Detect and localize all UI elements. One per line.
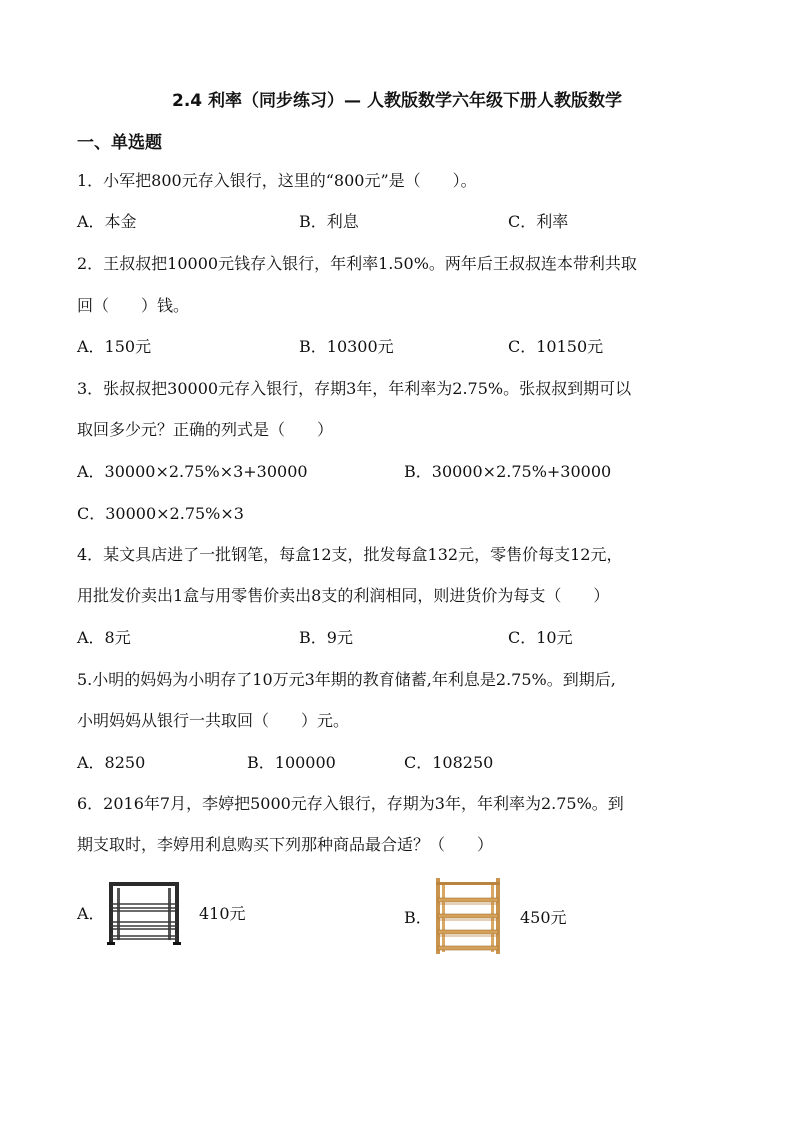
question-4-option-a: A．8元 bbox=[77, 628, 131, 647]
black-metal-shoe-rack-image bbox=[103, 878, 185, 946]
question-5-stem-line1: 5.小明的妈妈为小明存了10万元3年期的教育储蓄,年利息是2.75%。到期后, bbox=[77, 670, 616, 689]
question-5-option-b: B．100000 bbox=[247, 753, 336, 772]
question-2-option-b: B．10300元 bbox=[299, 337, 394, 356]
question-4-option-c: C．10元 bbox=[508, 628, 573, 647]
question-4-stem-line2: 用批发价卖出1盒与用零售价卖出8支的利润相同，则进货价为每支（ ） bbox=[77, 586, 610, 605]
question-6-stem-line1: 6．2016年7月，李婷把5000元存入银行，存期为3年，年利率为2.75%。到 bbox=[77, 794, 624, 813]
question-6-option-b-label: B． bbox=[404, 907, 432, 927]
question-6-option-a-label: A． bbox=[77, 903, 105, 923]
question-6-option-a-price: 410元 bbox=[199, 903, 246, 923]
question-2-option-a: A．150元 bbox=[77, 337, 152, 356]
question-1-option-b: B．利息 bbox=[299, 212, 359, 231]
question-3-stem-line2: 取回多少元？正确的列式是（ ） bbox=[77, 420, 334, 439]
question-2-option-c: C．10150元 bbox=[508, 337, 604, 356]
question-6-option-a bbox=[77, 878, 246, 946]
question-2-stem-line2: 回（ ）钱。 bbox=[77, 296, 190, 315]
question-3-option-b: B．30000×2.75%+30000 bbox=[404, 462, 612, 481]
wooden-shoe-rack-image bbox=[430, 876, 506, 956]
question-3-stem-line1: 3．张叔叔把30000元存入银行，存期3年，年利率为2.75%。张叔叔到期可以 bbox=[77, 379, 632, 398]
question-1-stem: 1．小军把800元存入银行，这里的“800元”是（ ）。 bbox=[77, 171, 477, 190]
question-3-option-c: C．30000×2.75%×3 bbox=[77, 504, 244, 523]
question-4-stem-line1: 4．某文具店进了一批钢笔，每盒12支，批发每盒132元，零售价每支12元， bbox=[77, 545, 623, 564]
question-1-option-a: A．本金 bbox=[77, 212, 137, 231]
page-title: 2.4 利率（同步练习）— 人教版数学六年级下册人教版数学 bbox=[172, 91, 622, 111]
question-3-option-a: A．30000×2.75%×3+30000 bbox=[77, 462, 308, 481]
question-6-option-b bbox=[404, 876, 567, 956]
question-4-option-b: B．9元 bbox=[299, 628, 353, 647]
question-5-option-c: C．108250 bbox=[404, 753, 494, 772]
question-1-option-c: C．利率 bbox=[508, 212, 569, 231]
question-5-option-a: A．8250 bbox=[77, 753, 146, 772]
section-heading: 一、单选题 bbox=[77, 133, 162, 153]
question-6-option-b-price: 450元 bbox=[520, 907, 567, 927]
question-6-stem-line2: 期支取时，李婷用利息购买下列那种商品最合适？（ ） bbox=[77, 835, 494, 854]
question-5-stem-line2: 小明妈妈从银行一共取回（ ）元。 bbox=[77, 711, 350, 730]
question-2-stem-line1: 2．王叔叔把10000元钱存入银行，年利率1.50%。两年后王叔叔连本带利共取 bbox=[77, 254, 637, 273]
